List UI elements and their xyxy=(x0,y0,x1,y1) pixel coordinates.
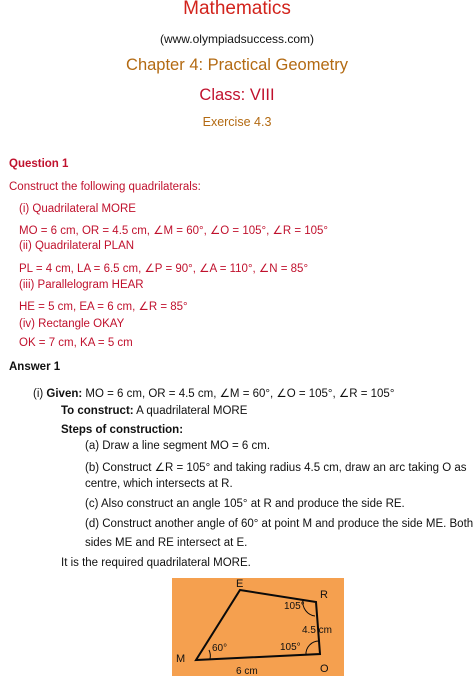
question-item: PL = 4 cm, LA = 6.5 cm, ∠P = 90°, ∠A = 110°, ∠N = 85° xyxy=(19,263,309,275)
question-item: (ii) Quadrilateral PLAN xyxy=(19,240,135,252)
steps-heading: Steps of construction: xyxy=(61,424,184,436)
vertex-label-r: R xyxy=(320,589,328,601)
exercise-label: Exercise 4.3 xyxy=(202,115,272,129)
given-text: MO = 6 cm, OR = 4.5 cm, ∠M = 60°, ∠O = 105°, ∠R = 105° xyxy=(82,388,395,400)
answer-construct xyxy=(61,405,247,417)
angle-label-m: 60° xyxy=(212,643,228,654)
angle-arc-m xyxy=(209,650,210,659)
step-line: (c) Also construct an angle 105° at R and produce the side RE. xyxy=(85,498,405,510)
vertex-label-o: O xyxy=(320,663,329,675)
answer-conclusion: It is the required quadrilateral MORE. xyxy=(61,557,251,569)
question-item: (iii) Parallelogram HEAR xyxy=(19,279,144,291)
step-line: (d) Construct another angle of 60° at point M and produce the side ME. Both xyxy=(85,518,474,530)
angle-label-r: 105° xyxy=(284,601,305,612)
question-item: HE = 5 cm, EA = 6 cm, ∠R = 85° xyxy=(19,301,188,313)
quadrilateral-diagram xyxy=(172,578,344,676)
document-title: Mathematics xyxy=(183,0,291,19)
question-item: MO = 6 cm, OR = 4.5 cm, ∠M = 60°, ∠O = 105°, ∠R = 105° xyxy=(19,225,329,237)
question-prompt: Construct the following quadrilaterals: xyxy=(9,181,201,193)
angle-label-o: 105° xyxy=(280,642,301,653)
angle-arc-o xyxy=(306,641,319,655)
side-label-mo: 6 cm xyxy=(236,666,258,676)
quadrilateral-figure xyxy=(172,578,344,676)
given-prefix: (i) xyxy=(33,388,47,400)
side-label-or: 4.5 cm xyxy=(302,625,333,636)
answer-given xyxy=(33,386,394,400)
construct-label: To construct: xyxy=(61,405,134,417)
website-url: (www.olympiadsuccess.com) xyxy=(159,32,315,46)
construct-text: A quadrilateral MORE xyxy=(133,405,248,417)
question-item: (i) Quadrilateral MORE xyxy=(19,203,136,215)
question-item: (iv) Rectangle OKAY xyxy=(19,318,125,330)
vertex-label-m: M xyxy=(176,653,186,665)
chapter-title: Chapter 4: Practical Geometry xyxy=(126,56,348,74)
question-item: OK = 7 cm, KA = 5 cm xyxy=(19,337,133,349)
given-label: Given: xyxy=(46,388,83,400)
question-heading: Question 1 xyxy=(9,158,69,170)
step-line: (a) Draw a line segment MO = 6 cm. xyxy=(85,440,271,452)
class-label: Class: VIII xyxy=(199,86,275,104)
step-line: (b) Construct ∠R = 105° and taking radius 4.5 cm, draw an arc taking O as xyxy=(85,462,467,474)
vertex-label-e: E xyxy=(236,578,244,590)
answer-heading: Answer 1 xyxy=(9,361,61,373)
step-line: centre, which intersects at R. xyxy=(85,478,233,490)
step-line: sides ME and RE intersect at E. xyxy=(85,537,248,549)
